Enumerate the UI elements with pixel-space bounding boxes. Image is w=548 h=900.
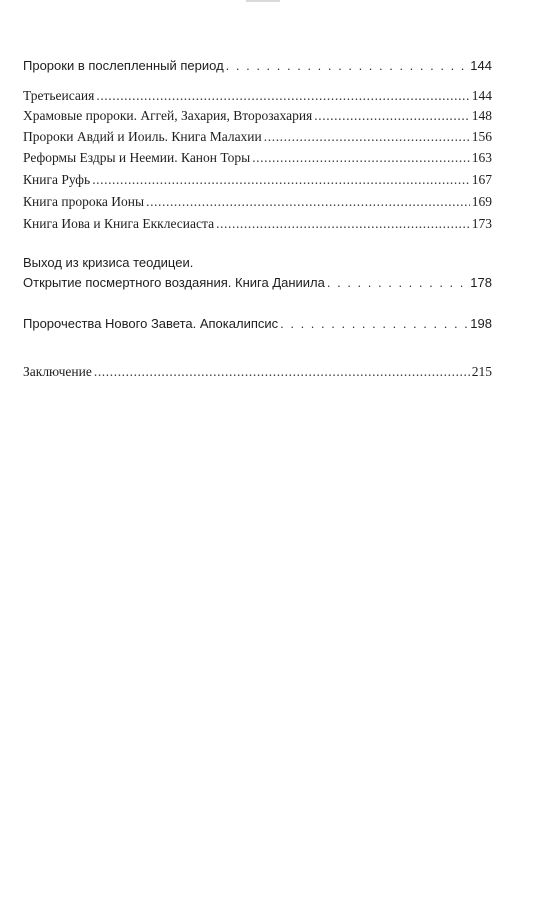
toc-dot-leader bbox=[146, 194, 470, 210]
toc-dot-leader bbox=[96, 88, 469, 104]
toc-entry-daniel[interactable] bbox=[23, 275, 492, 295]
toc-dot-leader bbox=[252, 150, 470, 166]
toc-entry-ruth[interactable] bbox=[23, 172, 492, 192]
toc-entry-page-number: 144 bbox=[470, 58, 492, 73]
toc-entry-title: Книга Руфь bbox=[23, 172, 91, 187]
toc-entry-job-ecclesiastes[interactable] bbox=[23, 216, 492, 236]
toc-entry-title: Реформы Ездры и Неемии. Канон Торы bbox=[23, 150, 251, 165]
page-edge-mark bbox=[246, 0, 280, 2]
toc-dot-leader bbox=[226, 58, 469, 73]
toc-entry-title: Третьеисаия bbox=[23, 88, 95, 103]
toc-entry-page-number: 173 bbox=[471, 216, 492, 231]
toc-entry-page-number: 144 bbox=[471, 88, 492, 103]
toc-entry-new-testament-prophecies[interactable] bbox=[23, 316, 492, 336]
toc-entry-title: Пророки Авдий и Иоиль. Книга Малахии bbox=[23, 129, 262, 144]
toc-entry-page-number: 156 bbox=[471, 129, 492, 144]
toc-entry-title: Открытие посмертного воздаяния. Книга Даниила bbox=[23, 275, 325, 290]
toc-dot-leader bbox=[92, 172, 470, 188]
toc-entry-page-number: 163 bbox=[471, 150, 492, 165]
toc-dot-leader bbox=[94, 364, 470, 380]
toc-dot-leader bbox=[280, 316, 468, 331]
toc-entry-page-number: 167 bbox=[471, 172, 492, 187]
toc-entry-page-number: 215 bbox=[471, 364, 492, 379]
toc-entry-obadiah-joel[interactable] bbox=[23, 129, 492, 149]
toc-dot-leader bbox=[264, 129, 470, 145]
toc-entry-page-number: 178 bbox=[470, 275, 492, 290]
toc-entry-title: Пророчества Нового Завета. Апокалипсис bbox=[23, 316, 279, 331]
toc-entry-page-number: 148 bbox=[471, 108, 492, 123]
toc-dot-leader bbox=[314, 108, 469, 124]
toc-entry-title: Книга Иова и Книга Екклесиаста bbox=[23, 216, 215, 231]
toc-entry-page-number: 198 bbox=[470, 316, 492, 331]
toc-entry-postexilic-prophets[interactable] bbox=[23, 58, 492, 78]
toc-entry-title: Пророки в послепленный период bbox=[23, 58, 224, 73]
toc-entry-conclusion[interactable] bbox=[23, 364, 492, 384]
toc-entry-temple-prophets[interactable] bbox=[23, 108, 492, 128]
toc-entry-page-number: 169 bbox=[471, 194, 492, 209]
toc-entry-title: Книга пророка Ионы bbox=[23, 194, 145, 209]
toc-entry-title: Заключение bbox=[23, 364, 92, 379]
toc-entry-title: Храмовые пророки. Аггей, Захария, Второзахария bbox=[23, 108, 313, 123]
toc-entry-theodicy-heading[interactable]: Выход из кризиса теодицеи. bbox=[23, 255, 194, 270]
toc-entry-ezra-nehemiah[interactable] bbox=[23, 150, 492, 170]
toc-entry-trito-isaiah[interactable] bbox=[23, 88, 492, 108]
toc-dot-leader bbox=[327, 275, 468, 290]
toc-entry-jonah[interactable] bbox=[23, 194, 492, 214]
toc-dot-leader bbox=[216, 216, 470, 232]
